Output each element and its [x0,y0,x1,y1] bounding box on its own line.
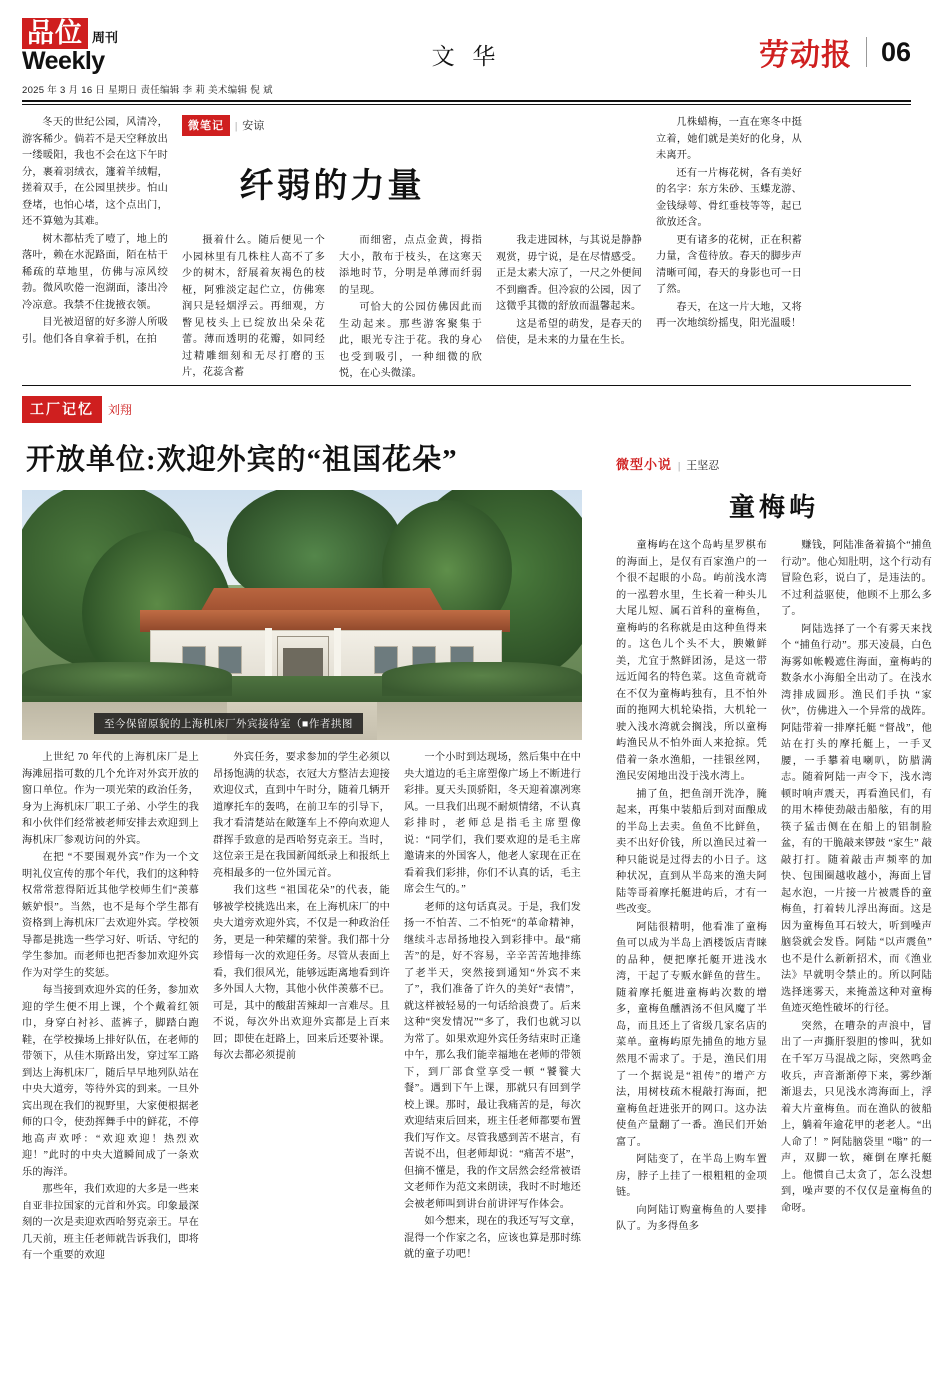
photo-shrub-right [382,662,582,696]
fiction-column-2 [781,538,932,1237]
kicker-tag: 微笔记 [182,115,230,136]
paragraph: 老师的这句话真灵。于是，我们发扬一不怕苦、二不怕死“的革命精神，继续斗志昂扬地投入到彩排中。最“痛苦”的是，好不容易，辛辛苦苦地排练了老半天，突然接到通知“外宾不来了”，我们准备了许久的美好“表情”，就这样被轻易的一句话给浪费了。后来这种“突发情况”“多了，我们也就习以为常了。如果欢迎外宾任务结束时正逢中午，那么我们能幸福地在老师的带领下，到厂部食堂享受一顿 “饕餮大餐”。遇到下午上课，那就只有回到学校上课。那时，最让我痛苦的是，每次欢迎结束后回来，班主任老师都要布置我们写作文。尽管我感到苦不堪言，有苦说不出，但老师却说：“痛苦不堪”，但摘不懂是，我的作文居然会经常被语文老师作为范文来朗读，我时不时地还会被老师叫到讲台前讲评写作体会。 [404,901,581,1210]
top-column-1 [22,115,168,377]
factory-column-1 [22,750,199,1266]
article-author: 王坚忍 [686,460,720,472]
photo-tree-middle [227,490,402,604]
logo-weekly: Weekly [22,47,105,76]
headline: 童梅屿 [728,493,819,522]
paragraph: 阿陆很精明，他看准了童梅鱼可以成为半岛上酒楼饭店青睐的品种，便把摩托艇开进浅水湾，干起了专贩水鲜鱼的营生。随着摩托艇进童梅屿次数的增多，童梅鱼醺酒汤不但风魔了半岛，而且还上了省级几家名店的菜单。童梅屿原先捕鱼的地方显然甩不需求了。于是，渔民们用了一个据说是“祖传”的增产方法，用树枝疏木棍敲打海面，把童梅鱼赶进张开的网口。这办法使鱼产量翻了一番。渔民们开始富了。 [616,921,767,1148]
paragraph: 目光被迢留的好多游人所吸引。他们各自拿着手机，在拍 [22,317,168,345]
logo-chinese: 品位 [22,18,88,49]
factory-column-3 [404,750,581,1266]
paragraph: 童梅屿在这个岛屿星罗棋布的海面上，是仅有百家渔户的一个很不起眼的小岛。屿前浅水湾的一泓碧水里，生长着一种头儿大尾儿短、属石首科的童梅鱼，童梅屿的名称就是由这种鱼得来的。这色儿个头不大，腴嫩鲜美，尤宜于熬鲜团汤，是这一带远近闻名的特色菜。这鱼奇就奇在不仅为童梅屿独有，且不怕外面的拖网大机轮染指，大机轮一驶入浅水湾就会搁浅，所以童梅屿渔民从不怕外面人来抢掠。凭借着一条水渔船，一挂银丝网，渔民安闲地出没于浅水湾上。 [616,540,767,783]
paragraph: 向阿陆订购童梅鱼的人要排队了。为多得鱼多 [616,1204,767,1233]
kicker [616,454,932,473]
photo-shrub-left [22,662,232,696]
paragraph: 每当接到欢迎外宾的任务，参加欢迎的学生便不用上课，个个戴着红领巾，身穿白衬衫、蓝裤子，脚踏白跑鞋，在学校操场上排好队伍，在老师的带领下，从佳木斯路出发，穿过军工路到达上海机床厂，随后早早地列队站在中央大道旁，等待外宾的到来。一旦外宾出现在我们的视野里，大家便根据老师的口令，使劲挥舞手中的鲜花，不停地高声欢呼：“欢迎欢迎！热烈欢迎！”此时的中央大道瞬间成了一条欢乐的海洋。 [22,985,199,1178]
paragraph: 突然，在嘈杂的声浪中，冒出了一声撕肝裂胆的惨叫，犹如在千军万马混战之际，突然鸣金收兵，声音渐渐停下来，雾纱渐渐退去，只见浅水湾海面上，浮着大片童梅鱼。而在渔队的彼船上，躺着年逾花甲的老老人。“出人命了！” 阿陆脑袋里 “嗡” 的一声，双脚一软，瘫倒在摩托艇上。他惯自己太贪了，怎么没想到，噪声要的不仅仅是童梅鱼的命呀。 [781,1020,932,1214]
paper-name: 劳动报 [758,39,852,72]
factory-columns [22,750,582,1266]
article-photo [22,490,582,740]
kicker-tag: 微型小说 [616,457,673,472]
article-author: 安谅 [242,120,265,132]
headline: 开放单位:欢迎外宾的“祖国花朵” [26,444,458,476]
paragraph: 外宾任务，要求参加的学生必须以昂扬饱满的状态，衣冠大方整洁去迎接欢迎仪式，直到中午时分，随着几辆开道摩托车的轰鸣，在前卫车的引导下，我才看清楚站在敞篷车上不停向欢迎人群挥手致意的是西哈努克亲王。当时，这位亲王是在我国新闻纸录上和报纸上亮相最多的一位外国元首。 [213,752,390,879]
fiction-columns [616,538,932,1237]
paragraph: 我走进园林，与其说是静静观赏，毋宁说，是在尽情感受。正是太素大凉了，一尺之外便间不到幽香。但冷寂的公园，因了这微乎其微的舒放而温馨起来。 [496,235,642,313]
top-headline-block [182,115,482,380]
paragraph: 捕了鱼，把鱼剖开洗净，腌起来，再集中装船后到对面酿成的半岛上去卖。鱼鱼不比鲜鱼，卖不出好价钱，所以渔民过着一种只能说是过得去的小日子。这种状况，直到从半岛来的渔夫阿陆等哥着摩托艇进屿后，才有一些改变。 [616,788,767,916]
masthead-rule-thin [22,104,911,105]
kicker-tag: 工厂记忆 [22,396,102,423]
article-author: 刘翔 [108,403,133,417]
paragraph: 更有诸多的花树，正在积蓄力量，含苞待放。春天的脚步声清晰可闻，春天的身影也可一日了然。 [656,234,802,296]
paragraph: 在把 “不要围观外宾”作为一个文明礼仪宣传的那个年代，我们的这种特权常常惹得陌近其他学校师生们“羡慕嫉妒恨”。当然，也不是每个学生都有资格到上海机床厂去欢迎外宾。学校领导都是挑选一些学习好、听话、守纪的学生参加。而老师也把否参加欢迎外宾作为对学生的奖惩。 [22,852,199,979]
page-number: 06 [880,36,911,67]
paragraph: 阿陆变了，在半岛上购车置房，脖子上挂了一根粗粗的金项链。 [616,1154,767,1199]
paragraph: 那些年，我们欢迎的大多是一些来自亚非拉国家的元首和外宾。印象最深刻的一次是卖迎欢西哈努克亲王。早在几天前，班主任老师就告诉我们，即将有一个重要的欢迎 [22,1184,199,1262]
top-column-2 [182,233,325,384]
paragraph: 几株蜡梅，一直在寒冬中挺立着，她们就是美好的化身，从未离开。 [656,117,802,162]
factory-column-2 [213,750,390,1266]
paragraph: 赚钱，阿陆准备着搞个“捕鱼行动”。他心知肚明，这个行动有冒险色彩，说白了，是违法的。不过利益驱使，他顾不上那么多了。 [781,540,932,618]
article-top [22,115,911,380]
paragraph: 树木都枯秃了噎了，地上的落叶，赖在水泥路面，陌在枯干稀疏的草地里，仿佛与凉风绞勃。微风吹倦一泡湖面，漆出冷冷凉意。我禁不住拢掖衣领。 [22,233,168,311]
article-factory [22,396,582,1266]
main-content [22,396,932,1266]
fiction-column-1 [616,538,767,1237]
paragraph: 一个小时到达现场，然后集中在中央大道边的毛主席塑像广场上不断进行彩排。夏天头顶骄阳，冬天迎着凛冽寒风。一旦我们出现不耐烦情绪，不认真彩排时，老师总是指毛主席塑像说：“同学们，我们要欢迎的是毛主席邀请来的外国客人，他老人家现在正在看着我们彩排，你们不认真的话，毛主席会生气的。” [404,752,581,896]
kicker-separator: | [678,460,681,472]
paragraph: 上世纪 70 年代的上海机床厂是上海滩屈指可数的几个允许对外宾开放的窗口单位。作为一项光荣的政治任务，身为上海机床厂职工子弟、小学生的我和小伙伴们经常被老师安排去欢迎到上海机床厂参观访问的外宾。 [22,752,199,846]
masthead-rule-thick [22,100,911,102]
headline: 纤弱的力量 [239,168,425,205]
dateline: 2025 年 3 月 16 日 星期日 责任编辑 李 莉 美术编辑 倪 斌 [22,85,273,96]
top-column-3 [339,233,482,384]
paragraph: 还有一片梅花树，各有美好的名字：东方朱砂、玉蝶龙游、金钱绿萼、骨红垂枝等等，起已欲放还含。 [656,167,802,229]
photo-building-roof-eave [140,610,510,632]
kicker [182,115,482,136]
page-title: 文 华 [431,44,502,69]
paragraph: 我们这些 “祖国花朵”的代表，能够被学校挑选出来，在上海机床厂的中央大道旁欢迎外宾，不仅是一种政治任务，更是一种荣耀的荣誉。我们都十分珍惜每一次的欢迎任务。尽管从表面上看，我们很风光，能够远距离地看到许多外国人大物，其他小伙伴羡慕不已。可是，其中的酸甜苦辣却一言难尽。且不说，每次外出欢迎外宾都是上百来回；即使在赶路上，回来后还要补课。每次去都必须提前 [213,885,390,1062]
top-column-4 [496,115,642,377]
top-subcolumns [182,233,482,384]
paragraph: 这是希望的萌发，是春天的倍使，是未来的力量在生长。 [496,318,642,347]
masthead [22,18,911,80]
paragraph: 冬天的世纪公园，风清冷，游客稀少。倘若不是天空释放出一缕暖阳，我也不会在这下午时分，裹着羽绒衣，籧着羊绒帽，搓着双手，在公园里挟步。怕山登堵，也怕心堵，这个点出门，还不算勉为其难。 [22,117,168,228]
kicker [22,396,582,423]
kicker-separator: | [235,120,238,132]
article-fiction [614,396,932,1266]
paragraph: 摄着什么。随后便见一个小园林里有几株柱人高不了多少的树木，舒展着灰褐色的枝桠，阿雅淡定起伫立，仿佛寒润只是轻烟浮云。再细观，方瞥见枝头上已绽放出朵朵花蕾。薄而透明的花瓣，如同经过精雕细刻和无尽打磨的玉片，花蕊含蓄 [182,235,325,379]
paragraph: 而细密，点点金黄，拇指大小，散布于枝头，在这寒天添地时节，分明是单薄而纤弱的呈现。 [339,235,482,296]
section-divider [22,385,911,386]
logo-zhoukan: 周刊 [92,30,119,46]
paragraph: 春天，在这一片大地，又将再一次地缤纷摇曳，阳光温暖！ [656,301,802,330]
paragraph: 阿陆选择了一个有雾天来找个 “捕鱼行动”。那天凌晨，白色海雾如帐幔遮住海面，童梅屿的数条水小海船全出动了。在浅水湾排成圆形。渔民们手执 “家伙”，仿佛进入一个异常的战阵。阿陆带着一排摩托艇 “督战”，他站在打头的摩托艇上，一手叉腰，一手攀着电喇叭，防腊满志。随着阿陆一声令下，浅水湾顿时响声震天，再看渔民们，有的用木棒使劲敲击船舷，有的用筷子猛击侧在在船上的铝制脸盆，有的干脆敲来锣鼓 “家生” 敲敲打打。随着敲击声频率的加快、包围圈越收越小，海面上冒起水泡，一片接一片被震昏的童梅鱼，打着转儿浮出海面。这是因为童梅鱼耳石较大，听到噪声脑袋就会发昏。阿陆 “以声震鱼” 也不是什么新新招术，而《渔业法》早就明令禁止的。所以阿陆选择迷雾天，来掩盖这种对童梅鱼迹灭绝性破坏的行径。 [781,623,932,1015]
paragraph: 可恰大的公园仿佛因此而生动起来。那些游客聚集于此，眼光专注于花。我的身心也受到吸引，一种细微的欣悦，在心头微漾。 [339,302,482,380]
photo-image [22,490,582,740]
photo-caption: 至今保留原貌的上海机床厂外宾接待室（■作者拱图 [94,713,363,734]
paragraph: 如今想来，现在的我还写写文章，混得一个作家之名，应该也算是那时练就的童子功吧！ [404,1216,581,1261]
top-column-5 [656,115,802,377]
